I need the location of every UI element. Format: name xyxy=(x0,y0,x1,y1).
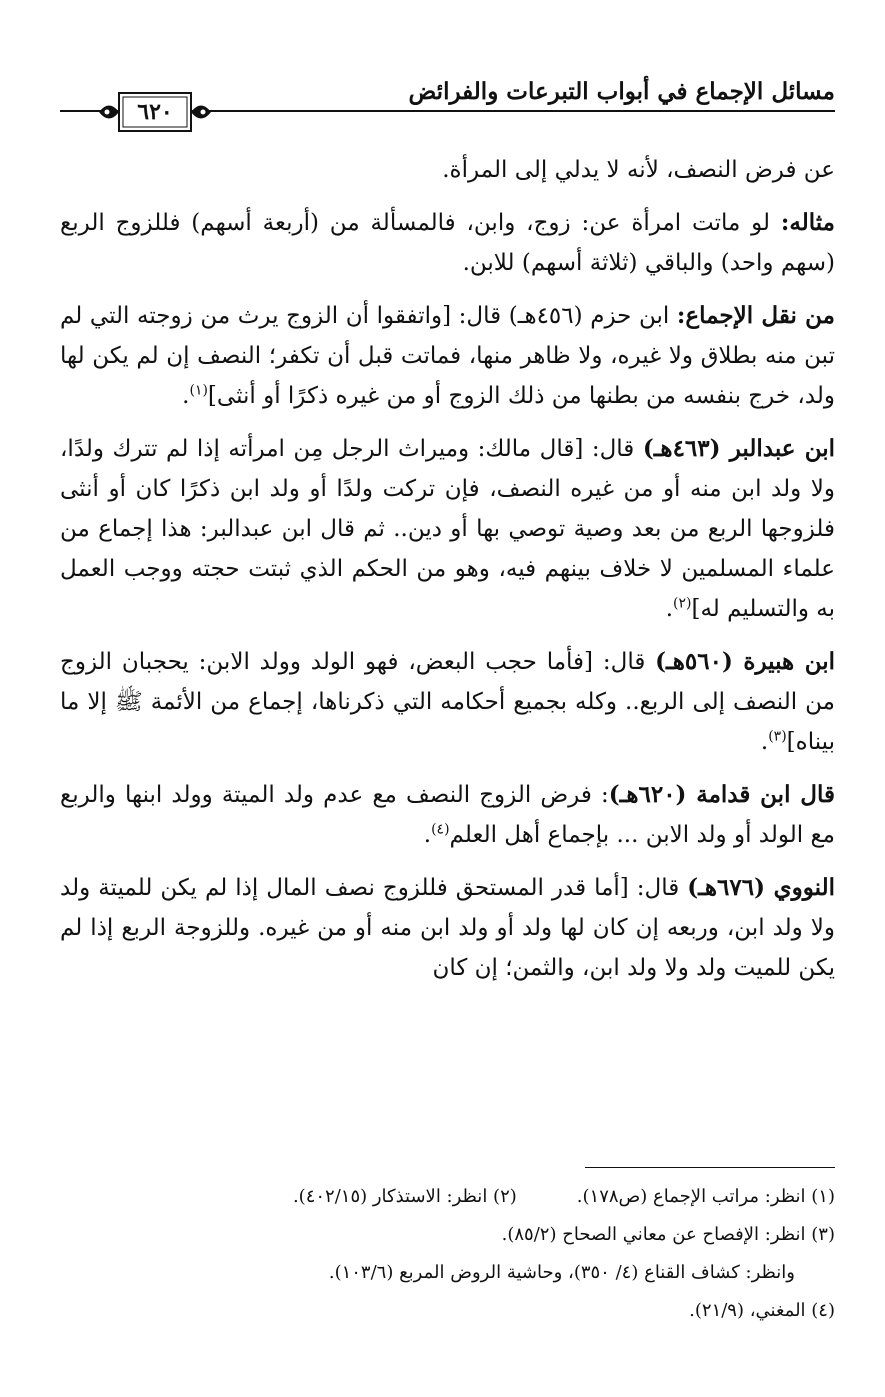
footnote-ref[interactable]: (٤) xyxy=(431,821,450,838)
paragraph-text: عن فرض النصف، لأنه لا يدلي إلى المرأة. xyxy=(442,157,835,183)
footnote-ref[interactable]: (١) xyxy=(189,382,208,399)
running-title: مسائل الإجماع في أبواب التبرعات والفرائض xyxy=(408,78,835,105)
paragraph-text: : فرض الزوج النصف مع عدم ولد الميتة وولد ابنها والربع مع الولد أو ولد الابن ... بإجماع أهل العلم xyxy=(60,782,835,848)
body-text xyxy=(60,150,835,1001)
paragraph xyxy=(60,203,835,283)
paragraph-end: . xyxy=(182,383,190,409)
paragraph xyxy=(60,429,835,629)
paragraph xyxy=(60,150,835,190)
page-number: ٦٢٠ xyxy=(137,99,173,125)
footnote-ref[interactable]: (٢) xyxy=(673,595,692,612)
paragraph-end: . xyxy=(423,822,432,848)
paragraph-text: لو ماتت امرأة عن: زوج، وابن، فالمسألة من (أربعة أسهم) فللزوج الربع (سهم واحد) والباقي (ثلاثة أسهم) للابن. xyxy=(60,210,835,276)
paragraph-text: قال: [أما قدر المستحق فللزوج نصف المال إذا لم يكن للميتة ولد ولا ولد ابن، وربعه إن كان لها ولد أو ولد ابن منه أو من غيره. وللزوجة الربع إذا لم يكن للميت ولد ولا ولد ابن، والثمن؛ إن كان xyxy=(60,875,835,981)
footnote: (٤) المغني، (٢١/٩). xyxy=(689,1300,835,1321)
paragraph-text: قال: [قال مالك: وميراث الرجل مِن امرأته إذا لم تترك ولدًا، ولا ولد ابن منه أو من غيره النصف، فإن تركت ولدًا أو ولد ابن ذكرًا كان أو أنثى فلزوجها الربع من بعد وصية توصي بها أو دين.. ثم قال ابن عبدالبر: هذا إجماع من علماء المسلمين لا خلاف بينهم فيه، وهو من الحكم الذي ثبتت حجته ووجب العمل به والتسليم له] xyxy=(60,436,835,622)
paragraph-lead: ابن هبيرة (٥٦٠هـ) xyxy=(655,648,835,675)
footnote: (٣) انظر: الإفصاح عن معاني الصحاح (٨٥/٢). xyxy=(501,1224,835,1245)
footnote: (٢) انظر: الاستذكار (٤٠٢/١٥). xyxy=(292,1186,517,1207)
footnote-ref[interactable]: (٣) xyxy=(768,728,787,745)
paragraph-lead: قال ابن قدامة (٦٢٠هـ) xyxy=(608,781,835,808)
paragraph xyxy=(60,296,835,416)
page-number-ornament xyxy=(95,89,215,135)
footnote-continuation: وانظر: كشاف القناع (٤/ ٣٥٠)، وحاشية الروض المربع (١٠٣/٦). xyxy=(328,1262,795,1283)
paragraph xyxy=(60,775,835,855)
paragraph-lead: مثاله: xyxy=(780,209,835,236)
paragraph-lead: من نقل الإجماع: xyxy=(676,302,836,329)
footnotes xyxy=(60,1178,835,1330)
paragraph-end: . xyxy=(760,729,769,755)
paragraph xyxy=(60,642,835,762)
paragraph-text: قال: [فأما حجب البعض، فهو الولد وولد الابن: يحجبان الزوج من النصف إلى الربع.. وكله بجميع أحكامه التي ذكرناها، إجماع من الأئمة ﷺ إلا ما بيناه] xyxy=(60,649,835,755)
paragraph-lead: ابن عبدالبر (٤٦٣هـ) xyxy=(642,435,835,462)
footnote-rule xyxy=(585,1167,835,1168)
footnote-row xyxy=(60,1178,835,1216)
paragraph-end: . xyxy=(665,596,674,622)
footnote: (١) انظر: مراتب الإجماع (ص١٧٨). xyxy=(576,1186,835,1207)
paragraph-lead: النووي (٦٧٦هـ) xyxy=(687,874,835,901)
paragraph-text: ابن حزم (٤٥٦هـ) قال: [واتفقوا أن الزوج يرث من زوجته التي لم تبن منه بطلاق ولا غيره، ولا ظاهر منها، فماتت قبل أن تكفر؛ النصف إن لم يكن لها ولد، خرج بنفسه من بطنها من ذلك الزوج أو من غيره ذكرًا أو أنثى] xyxy=(60,303,835,409)
paragraph xyxy=(60,868,835,988)
